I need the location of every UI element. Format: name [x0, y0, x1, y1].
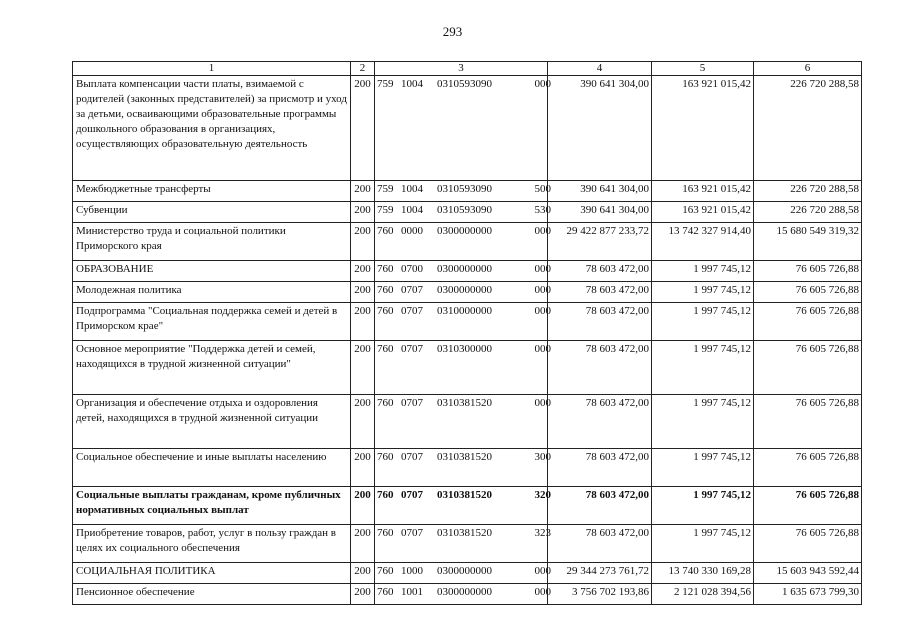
header-cell: 3 [375, 62, 548, 76]
executed-amount: 1 997 745,12 [652, 341, 754, 395]
department-code: 760 [377, 284, 394, 296]
planned-amount: 78 603 472,00 [548, 449, 652, 487]
manager-code: 200 [351, 341, 375, 395]
expense-type-code: 000 [534, 284, 551, 296]
table-row [73, 449, 862, 487]
section-code: 1000 [401, 565, 423, 577]
budget-classification [375, 76, 551, 181]
department-code: 759 [377, 204, 394, 216]
planned-amount: 390 641 304,00 [548, 202, 652, 223]
executed-amount: 163 921 015,42 [652, 181, 754, 202]
header-cell: 1 [73, 62, 351, 76]
planned-amount: 78 603 472,00 [548, 487, 652, 525]
expense-type-code: 300 [534, 451, 551, 463]
page-number: 293 [442, 24, 463, 39]
department-code: 759 [377, 183, 394, 195]
item-name: ОБРАЗОВАНИЕ [73, 261, 351, 282]
target-article-code: 0300000000 [437, 565, 492, 577]
department-code: 760 [377, 263, 394, 275]
expense-type-code: 000 [534, 78, 551, 90]
item-name: Выплата компенсации части платы, взимаемой с родителей (законных представителей) за присмотр и уход за детьми, осваивающими образовательные программы дошкольного образования в организациях, осуществляющих образовательную деятельность [73, 76, 351, 181]
table-row [73, 487, 862, 525]
expense-type-code: 323 [534, 527, 551, 539]
department-code: 760 [377, 397, 394, 409]
budget-classification [375, 449, 551, 487]
department-code: 760 [377, 343, 394, 355]
section-code: 1001 [401, 586, 423, 598]
table-row [73, 261, 862, 282]
department-code: 760 [377, 586, 394, 598]
expense-type-code: 000 [534, 263, 551, 275]
item-name: СОЦИАЛЬНАЯ ПОЛИТИКА [73, 563, 351, 584]
item-name: Организация и обеспечение отдыха и оздоровления детей, находящихся в трудной жизненной ситуации [73, 395, 351, 449]
remaining-amount: 76 605 726,88 [754, 487, 862, 525]
table-row [73, 282, 862, 303]
executed-amount: 1 997 745,12 [652, 525, 754, 563]
department-code: 760 [377, 565, 394, 577]
item-name: Социальное обеспечение и иные выплаты населению [73, 449, 351, 487]
header-row [73, 62, 862, 76]
target-article-code: 0300000000 [437, 263, 492, 275]
department-code: 760 [377, 305, 394, 317]
executed-amount: 13 742 327 914,40 [652, 223, 754, 261]
remaining-amount: 76 605 726,88 [754, 303, 862, 341]
planned-amount: 78 603 472,00 [548, 341, 652, 395]
remaining-amount: 76 605 726,88 [754, 261, 862, 282]
budget-classification [375, 584, 551, 605]
target-article-code: 0310381520 [437, 527, 492, 539]
planned-amount: 78 603 472,00 [548, 261, 652, 282]
planned-amount: 78 603 472,00 [548, 282, 652, 303]
section-code: 0707 [401, 451, 423, 463]
manager-code: 200 [351, 181, 375, 202]
remaining-amount: 76 605 726,88 [754, 449, 862, 487]
manager-code: 200 [351, 525, 375, 563]
target-article-code: 0310300000 [437, 343, 492, 355]
planned-amount: 390 641 304,00 [548, 181, 652, 202]
section-code: 0707 [401, 284, 423, 296]
target-article-code: 0300000000 [437, 284, 492, 296]
department-code: 760 [377, 489, 394, 501]
manager-code: 200 [351, 395, 375, 449]
header-cell: 2 [351, 62, 375, 76]
manager-code: 200 [351, 303, 375, 341]
table-row [73, 395, 862, 449]
section-code: 1004 [401, 78, 423, 90]
executed-amount: 13 740 330 169,28 [652, 563, 754, 584]
item-name: Межбюджетные трансферты [73, 181, 351, 202]
executed-amount: 1 997 745,12 [652, 487, 754, 525]
manager-code: 200 [351, 261, 375, 282]
planned-amount: 29 344 273 761,72 [548, 563, 652, 584]
planned-amount: 29 422 877 233,72 [548, 223, 652, 261]
remaining-amount: 76 605 726,88 [754, 395, 862, 449]
executed-amount: 1 997 745,12 [652, 282, 754, 303]
budget-classification [375, 563, 551, 584]
table-row [73, 341, 862, 395]
item-name: Субвенции [73, 202, 351, 223]
remaining-amount: 226 720 288,58 [754, 202, 862, 223]
target-article-code: 0310593090 [437, 204, 492, 216]
executed-amount: 1 997 745,12 [652, 261, 754, 282]
item-name: Пенсионное обеспечение [73, 584, 351, 605]
expense-type-code: 320 [534, 489, 551, 501]
executed-amount: 163 921 015,42 [652, 76, 754, 181]
item-name: Приобретение товаров, работ, услуг в пользу граждан в целях их социального обеспечения [73, 525, 351, 563]
budget-classification [375, 223, 551, 261]
remaining-amount: 76 605 726,88 [754, 525, 862, 563]
header-cell: 5 [652, 62, 754, 76]
planned-amount: 390 641 304,00 [548, 76, 652, 181]
section-code: 0000 [401, 225, 423, 237]
manager-code: 200 [351, 449, 375, 487]
executed-amount: 163 921 015,42 [652, 202, 754, 223]
target-article-code: 0310381520 [437, 451, 492, 463]
expense-type-code: 000 [534, 565, 551, 577]
header-cell: 6 [754, 62, 862, 76]
planned-amount: 3 756 702 193,86 [548, 584, 652, 605]
expense-type-code: 000 [534, 586, 551, 598]
executed-amount: 2 121 028 394,56 [652, 584, 754, 605]
section-code: 1004 [401, 183, 423, 195]
expense-type-code: 000 [534, 225, 551, 237]
budget-table [72, 61, 862, 605]
table-row [73, 525, 862, 563]
planned-amount: 78 603 472,00 [548, 395, 652, 449]
department-code: 760 [377, 225, 394, 237]
manager-code: 200 [351, 563, 375, 584]
target-article-code: 0310381520 [437, 397, 492, 409]
planned-amount: 78 603 472,00 [548, 303, 652, 341]
header-cell: 4 [548, 62, 652, 76]
target-article-code: 0300000000 [437, 586, 492, 598]
section-code: 0707 [401, 489, 423, 501]
remaining-amount: 15 680 549 319,32 [754, 223, 862, 261]
budget-classification [375, 341, 551, 395]
budget-classification [375, 261, 551, 282]
executed-amount: 1 997 745,12 [652, 449, 754, 487]
department-code: 760 [377, 451, 394, 463]
executed-amount: 1 997 745,12 [652, 303, 754, 341]
manager-code: 200 [351, 584, 375, 605]
section-code: 0700 [401, 263, 423, 275]
item-name: Молодежная политика [73, 282, 351, 303]
remaining-amount: 1 635 673 799,30 [754, 584, 862, 605]
executed-amount: 1 997 745,12 [652, 395, 754, 449]
remaining-amount: 226 720 288,58 [754, 181, 862, 202]
expense-type-code: 500 [534, 183, 551, 195]
section-code: 0707 [401, 305, 423, 317]
budget-classification [375, 487, 551, 525]
table-row [73, 181, 862, 202]
remaining-amount: 76 605 726,88 [754, 282, 862, 303]
target-article-code: 0310593090 [437, 78, 492, 90]
manager-code: 200 [351, 76, 375, 181]
item-name: Министерство труда и социальной политики Приморского края [73, 223, 351, 261]
remaining-amount: 226 720 288,58 [754, 76, 862, 181]
manager-code: 200 [351, 282, 375, 303]
budget-classification [375, 395, 551, 449]
manager-code: 200 [351, 202, 375, 223]
table-row [73, 563, 862, 584]
remaining-amount: 76 605 726,88 [754, 341, 862, 395]
target-article-code: 0310593090 [437, 183, 492, 195]
budget-classification [375, 202, 551, 223]
remaining-amount: 15 603 943 592,44 [754, 563, 862, 584]
section-code: 0707 [401, 397, 423, 409]
department-code: 759 [377, 78, 394, 90]
budget-classification [375, 303, 551, 341]
expense-type-code: 000 [534, 343, 551, 355]
table-row [73, 303, 862, 341]
target-article-code: 0310381520 [437, 489, 492, 501]
section-code: 1004 [401, 204, 423, 216]
item-name: Подпрограмма "Социальная поддержка семей и детей в Приморском крае" [73, 303, 351, 341]
budget-classification [375, 181, 551, 202]
section-code: 0707 [401, 343, 423, 355]
department-code: 760 [377, 527, 394, 539]
table-row [73, 202, 862, 223]
table-row [73, 223, 862, 261]
table-row [73, 584, 862, 605]
target-article-code: 0300000000 [437, 225, 492, 237]
target-article-code: 0310000000 [437, 305, 492, 317]
manager-code: 200 [351, 487, 375, 525]
expense-type-code: 000 [534, 305, 551, 317]
table-row [73, 76, 862, 181]
expense-type-code: 530 [534, 204, 551, 216]
item-name: Социальные выплаты гражданам, кроме публичных нормативных социальных выплат [73, 487, 351, 525]
budget-classification [375, 525, 551, 563]
section-code: 0707 [401, 527, 423, 539]
expense-type-code: 000 [534, 397, 551, 409]
manager-code: 200 [351, 223, 375, 261]
budget-classification [375, 282, 551, 303]
planned-amount: 78 603 472,00 [548, 525, 652, 563]
item-name: Основное мероприятие "Поддержка детей и семей, находящихся в трудной жизненной ситуации" [73, 341, 351, 395]
